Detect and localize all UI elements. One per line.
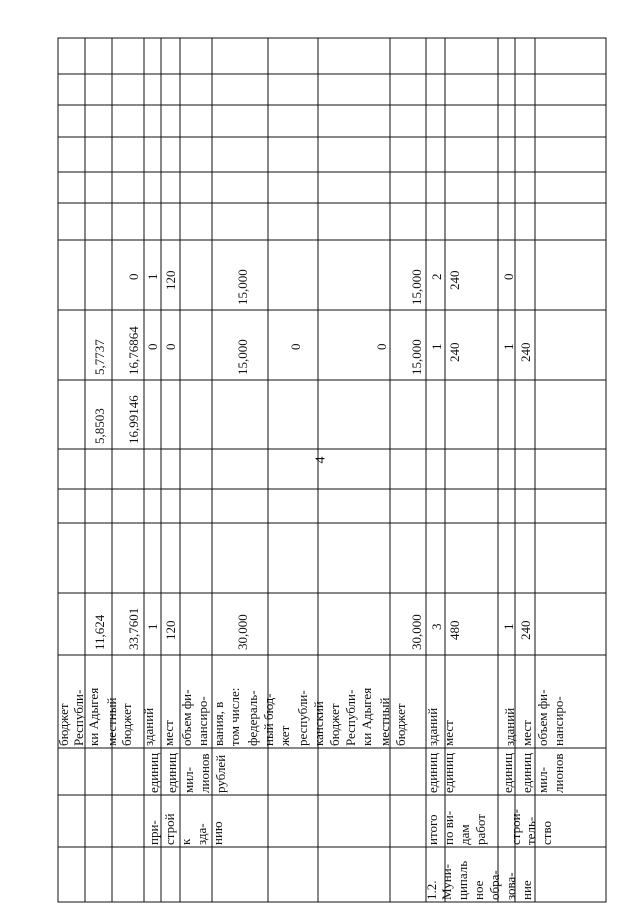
value: 120 — [163, 620, 178, 640]
cell-col2: бюджет — [393, 703, 408, 746]
cell-col0: дам — [457, 824, 472, 845]
value: 16,99146 — [126, 395, 141, 444]
cell-col2: объем фи- — [535, 689, 550, 746]
value: 15,000 — [235, 269, 250, 305]
value: 30,000 — [409, 614, 424, 650]
cell-col2: местный — [104, 697, 119, 746]
cell-col2: мест — [161, 720, 176, 746]
cell-col1: рублей — [213, 754, 228, 793]
value: 1 — [501, 343, 516, 350]
cell-col2: мест — [441, 720, 456, 746]
cell-col2: бюджет — [56, 703, 71, 746]
cell-col2: нансиро- — [551, 696, 566, 746]
value: 0 — [501, 273, 516, 280]
page-number: 4 — [313, 456, 329, 464]
cell-col0: к — [178, 838, 193, 845]
cell-colA: ципаль — [455, 860, 470, 900]
value: 5,8503 — [92, 408, 107, 444]
cell-col2: местный — [377, 697, 392, 746]
cell-colA: обра- — [487, 870, 502, 900]
cell-col1: единиц — [164, 752, 179, 793]
cell-col0: работ — [473, 814, 488, 845]
cell-colA: ние — [519, 880, 534, 900]
value: 16,76864 — [126, 326, 141, 375]
cell-col2: канский — [311, 701, 326, 746]
cell-colA: зова- — [503, 872, 518, 900]
value: 240 — [447, 342, 462, 362]
value: 240 — [518, 620, 533, 640]
cell-col1: единиц — [519, 752, 534, 793]
cell-colA: ное — [471, 880, 486, 900]
cell-col2: зданий — [141, 707, 156, 746]
value: 15,000 — [235, 339, 250, 375]
cell-col1: лионов — [197, 753, 212, 793]
value: 1 — [501, 623, 516, 630]
value: 120 — [163, 270, 178, 290]
value: 1 — [145, 273, 160, 280]
cell-col1: единиц — [146, 752, 161, 793]
value: 2 — [429, 273, 444, 280]
value: 15,000 — [409, 269, 424, 305]
cell-col2: объем фи- — [179, 689, 194, 746]
cell-col0: ство — [539, 820, 554, 845]
cell-colA: 1.2. — [424, 880, 439, 900]
value: 11,624 — [92, 614, 107, 650]
cell-col1: лионов — [551, 753, 566, 793]
cell-col2: вания, в — [211, 701, 226, 746]
value: 240 — [518, 342, 533, 362]
cell-col1: единиц — [500, 752, 515, 793]
cell-col1: единиц — [441, 752, 456, 793]
cell-col2: ки Адыгея — [86, 687, 101, 746]
cell-colA: Муни- — [439, 864, 454, 900]
cell-col0: при- — [146, 820, 161, 845]
value: 480 — [447, 620, 462, 640]
cell-col2: ный бюд- — [261, 693, 276, 746]
value: 0 — [288, 343, 303, 350]
cell-col2: зданий — [425, 707, 440, 746]
value: 0 — [145, 343, 160, 350]
rotated-text — [56, 269, 566, 900]
cell-col0: строй — [162, 813, 177, 845]
cell-col2: Республи- — [343, 689, 358, 746]
cell-col0: итого — [425, 814, 440, 845]
value: 3 — [429, 623, 444, 630]
cell-col1: мил- — [535, 767, 550, 793]
cell-col2: Республи- — [71, 689, 86, 746]
value: 0 — [126, 273, 141, 280]
value: 0 — [163, 343, 178, 350]
cell-col2: зданий — [502, 707, 517, 746]
cell-col2: бюджет — [119, 703, 134, 746]
cell-col2: республи- — [295, 690, 310, 746]
value: 30,000 — [235, 614, 250, 650]
value: 240 — [447, 270, 462, 290]
cell-col2: жет — [277, 725, 292, 746]
value: 15,000 — [409, 339, 424, 375]
cell-col0: строи- — [508, 809, 523, 845]
cell-col1: единиц — [425, 752, 440, 793]
cell-col0: по ви- — [441, 810, 456, 845]
value: 1 — [145, 623, 160, 630]
cell-col0: зда- — [194, 823, 209, 845]
cell-col1: мил- — [181, 767, 196, 793]
cell-col2: том числе: — [227, 687, 242, 746]
cell-col2: мест — [519, 720, 534, 746]
cell-col0: нию — [210, 821, 225, 845]
value: 5,7737 — [92, 339, 107, 375]
cell-col2: федераль- — [245, 690, 260, 746]
cell-col2: бюджет — [327, 703, 342, 746]
cell-col0: тель- — [523, 816, 538, 845]
value: 33,7601 — [126, 607, 141, 650]
value: 1 — [429, 343, 444, 350]
cell-col2: нансиро- — [195, 696, 210, 746]
cell-col2: ки Адыгея — [359, 687, 374, 746]
value: 0 — [374, 343, 389, 350]
